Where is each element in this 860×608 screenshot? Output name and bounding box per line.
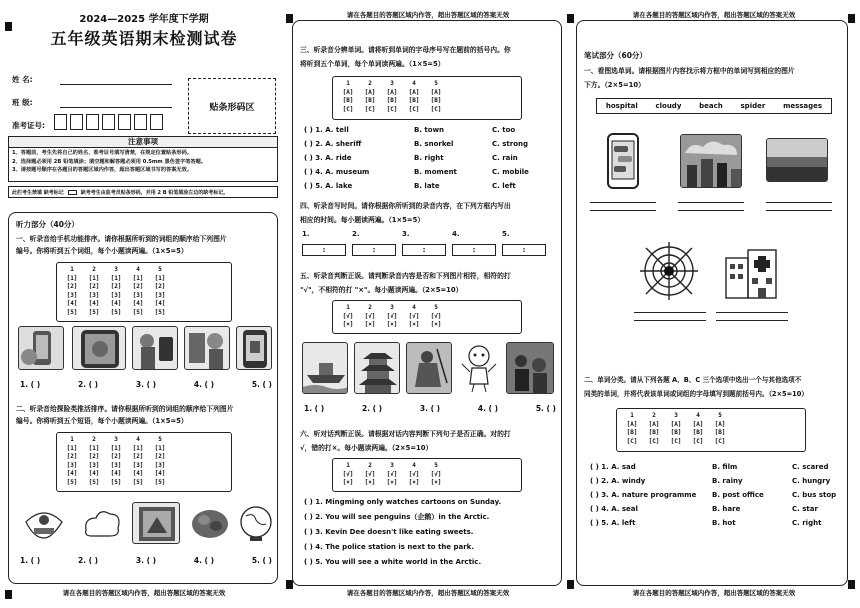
q3-item-5[interactable]: ( ) 5. A. lake B. late C. left (304, 182, 516, 190)
q2-answer-row[interactable]: 1. ( ) 2. ( ) 3. ( ) 4. ( ) 5. ( ) (20, 556, 272, 565)
listening-heading: 听力部分（40分） (16, 220, 79, 229)
beach-picture (766, 138, 828, 182)
barcode-area: 贴条形码区 (188, 78, 276, 134)
answer-line-cloudy[interactable] (678, 202, 744, 203)
middle-column (292, 8, 564, 604)
registration-mark (567, 580, 574, 589)
word-messages: messages (783, 102, 823, 110)
r-q2-answer-grid[interactable]: 1 2 3 4 5 [A] [A] [A] [A] [A] [B] [B] [B] [B] [B] [C] [C] [C] [C] [C] (616, 408, 806, 452)
school-year: 2024—2025 学年度下学期 (79, 14, 209, 25)
middle-footer: 请在各题目的答题区域内作答，超出答题区域的答案无效 (346, 589, 510, 597)
note-2: 2、选择题必须用 2B 铅笔填涂；填空题和解答题必须用 0.5mm 黑色签字笔答题。 (12, 159, 207, 165)
name-field[interactable] (60, 84, 172, 85)
q6-answer-grid[interactable]: 1 2 3 4 5 [√] [√] [√] [√] [√] [×] [×] [×] [×] [×] (332, 458, 522, 492)
answer-line-hospital[interactable] (590, 202, 656, 203)
phone-picture-5 (236, 326, 272, 370)
q1-answer-grid[interactable]: 1 2 3 4 5 [1] [1] [1] [1] [1] [2] [2] [2] [2] [2] [3] [3] [3] [3] [3] [4] [4] [4] [4] [4] [5] [5] [5] [5] [5] (56, 262, 232, 322)
answer-line-beach[interactable] (766, 202, 832, 203)
q5-instruction-2: "√"，不相符的打 "×"。每小题读两遍。（2×5=10） (300, 286, 463, 294)
q3-instruction-2: 将听到五个单词，每个单词读两遍。（1×5=5） (300, 60, 445, 68)
q5-answer-row[interactable]: 1. ( ) 2. ( ) 3. ( ) 4. ( ) 5. ( ) (304, 404, 556, 413)
answer-line-cloudy-2[interactable] (678, 210, 744, 211)
right-header: 请在各题目的答题区域内作答，超出答题区域的答案无效 (632, 11, 796, 19)
left-column (8, 8, 280, 604)
q6-item-4[interactable]: ( ) 4. The police station is next to the park. (304, 543, 474, 551)
q3-item-3[interactable]: ( ) 3. A. ride B. right C. rain (304, 154, 518, 162)
q3-item-4[interactable]: ( ) 4. A. museum B. moment C. mobile (304, 168, 529, 176)
exam-number-label: 准考证号: (12, 121, 45, 130)
cartoon-boy-picture (458, 342, 500, 394)
cloud-picture (80, 502, 124, 544)
q6-item-2[interactable]: ( ) 2. You will see penguins（企鹅）in the Arctic. (304, 513, 490, 521)
answer-line-beach-2[interactable] (766, 210, 832, 211)
q3-item-2[interactable]: ( ) 2. A. sheriff B. snorkel C. strong (304, 140, 529, 148)
phone-picture-2 (72, 326, 126, 370)
phone-picture-4 (184, 326, 230, 370)
q6-item-5[interactable]: ( ) 5. You will see a white world in the Arctic. (304, 558, 482, 566)
class-label: 班 级: (12, 98, 33, 107)
name-label: 姓 名: (12, 75, 33, 84)
class-field[interactable] (60, 107, 172, 108)
note-1: 1、答题前，考生先将自己的姓名、准考证号填写清楚，在规定位置贴条形码。 (12, 150, 192, 156)
notes-box (8, 136, 278, 182)
q2-answer-grid[interactable]: 1 2 3 4 5 [1] [1] [1] [1] [1] [2] [2] [2] [2] [2] [3] [3] [3] [3] [3] [4] [4] [4] [4] [4] [5] [5] [5] [5] [5] (56, 432, 232, 492)
spider-web-picture (638, 240, 700, 302)
q5-instruction-1: 五、听录音判断正误。请判断录音内容是否和下列图片相符，相符的打 (300, 272, 511, 280)
r-q2-item-5[interactable]: ( ) 5. A. left B. hot C. right (590, 519, 822, 527)
answer-line-spider[interactable] (634, 312, 706, 313)
exam-number-boxes[interactable] (54, 114, 166, 130)
q1-answer-row[interactable]: 1. ( ) 2. ( ) 3. ( ) 4. ( ) 5. ( ) (20, 380, 272, 389)
absent-note: 缺考考生由监考员贴条形码，并用 2 B 铅笔填涂左边的缺考标记。 (80, 189, 229, 196)
crowd-picture (506, 342, 554, 394)
answer-line-building[interactable] (716, 312, 788, 313)
left-footer: 请在各题目的答题区域内作答，超出答题区域的答案无效 (62, 589, 226, 597)
soldier-picture (406, 342, 452, 394)
globe-picture (236, 502, 276, 544)
cloudy-city-picture (680, 134, 742, 188)
right-footer: 请在各题目的答题区域内作答，超出答题区域的答案无效 (632, 589, 796, 597)
ship-picture (302, 342, 348, 394)
written-heading: 笔试部分（60分） (584, 51, 647, 60)
r-q2-item-2[interactable]: ( ) 2. A. windy B. rainy C. hungry (590, 477, 831, 485)
bush-picture (188, 502, 232, 544)
absent-box (8, 186, 278, 198)
word-spider: spider (740, 102, 766, 110)
q1-instruction-1: 一、听录音给手机功能排序。请你根据所听到的词组的顺序给下列图片 (16, 235, 227, 243)
word-hospital: hospital (605, 102, 638, 110)
phone-picture-3 (132, 326, 178, 370)
phone-picture-1 (18, 326, 64, 370)
page-title: 五年级英语期末检测试卷 (50, 29, 238, 48)
q6-instruction-1: 六、听对话判断正误。请根据对话内容判断下列句子是否正确。对的打 (300, 430, 511, 438)
r-q2-instruction-1: 二、单词分类。请从下列各题 A、B、C 三个选项中选出一个与其他选项不 (584, 376, 802, 384)
hospital-building-picture (722, 244, 780, 302)
r-q1-instruction-1: 一、看图选单词。请根据图片内容找示将方框中的单词写到相应的图片 (584, 67, 795, 75)
q4-instruction-2: 相应的时间。每小题读两遍。（1×5=5） (300, 216, 425, 224)
q2-instruction-1: 二、听录音给探险类推活排序。请你根据所听到的词组的顺序给下列图片 (16, 405, 234, 413)
absent-checkbox[interactable] (68, 190, 77, 195)
word-cloudy: cloudy (655, 102, 682, 110)
pagoda-picture (354, 342, 400, 394)
q6-item-3[interactable]: ( ) 3. Kevin Dee doesn't like eating sweets. (304, 528, 474, 536)
q3-answer-grid[interactable]: 1 2 3 4 5 [A] [A] [A] [A] [A] [B] [B] [B] [B] [B] [C] [C] [C] [C] [C] (332, 76, 522, 120)
right-column (576, 8, 852, 604)
r-q1-instruction-2: 下方。（2×5=10） (584, 81, 645, 89)
q3-item-1[interactable]: ( ) 1. A. tell B. town C. too (304, 126, 516, 134)
person-desk-picture (22, 502, 66, 544)
middle-header: 请在各题目的答题区域内作答，超出答题区域的答案无效 (346, 11, 510, 19)
q3-instruction-1: 三、听录音分辨单词。请将听到单词的字母序号写在题前的括号内。你 (300, 46, 511, 54)
q6-item-1[interactable]: ( ) 1. Mingming only watches cartoons on Sunday. (304, 498, 502, 506)
word-beach: beach (699, 102, 723, 110)
notes-title: 注意事项 (9, 137, 277, 148)
q2-instruction-2: 编号。你将听到五个短语，每个小题读两遍。（1×5=5） (16, 417, 188, 425)
window-picture (132, 502, 180, 544)
q5-answer-grid[interactable]: 1 2 3 4 5 [√] [√] [√] [√] [√] [×] [×] [×] [×] [×] (332, 300, 522, 334)
r-q2-item-1[interactable]: ( ) 1. A. sad B. film C. scared (590, 463, 829, 471)
q6-instruction-2: √，错的打×。每小题读两遍。（2×5=10） (300, 444, 433, 452)
q4-instruction-1: 四、听录音写时间。请你根据你所听到的录音内容，在下列方框内写出 (300, 202, 511, 210)
registration-mark (567, 14, 574, 23)
r-q2-instruction-2: 同类的单词，并将代表该单词或词组的字母填写到题前括号内。（2×5=10） (584, 390, 808, 398)
answer-line-spider-2[interactable] (634, 320, 706, 321)
answer-line-building-2[interactable] (716, 320, 788, 321)
absent-label: 此栏考生禁填 缺考标记 (12, 189, 64, 196)
word-bank (596, 98, 832, 114)
phone-message-picture (598, 132, 648, 192)
q4-time-boxes[interactable]: 1. 2. 3. 4. 5. : : : : : (302, 230, 558, 262)
r-q2-item-3[interactable]: ( ) 3. A. nature programme B. post office C. bus stop (590, 491, 837, 499)
r-q2-item-4[interactable]: ( ) 4. A. seal B. hare C. star (590, 505, 818, 513)
note-3: 3、请按题号顺序在各题目的答题区域内作答，超出答题区域书写的答案无效。 (12, 167, 192, 173)
q1-instruction-2: 编号。你将听到五个词组，每个小题读两遍。（1×5=5） (16, 247, 188, 255)
answer-line-hospital-2[interactable] (590, 210, 656, 211)
